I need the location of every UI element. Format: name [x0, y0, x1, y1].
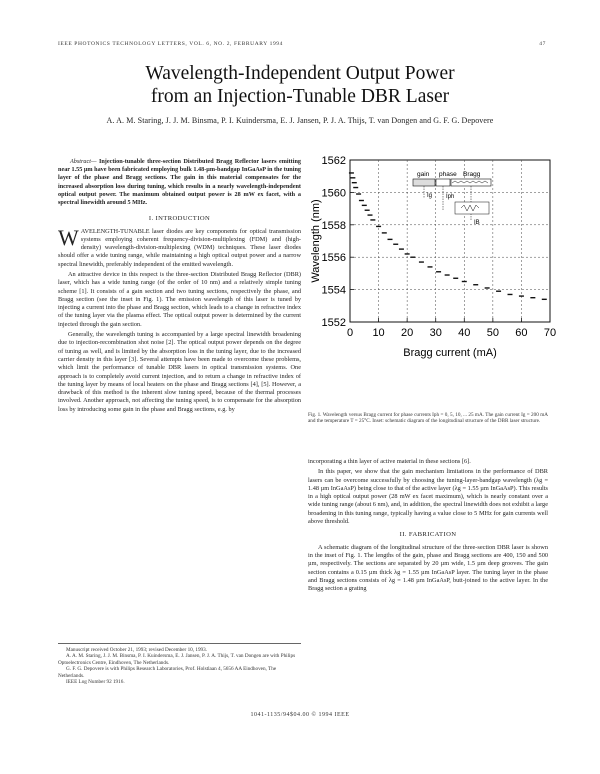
- section-heading-fabrication: II. FABRICATION: [399, 531, 457, 539]
- inset-label-phase: phase: [439, 171, 457, 178]
- footnote-affiliation-2: G. F. G. Depovere is with Philips Research Laboratories, Prof. Holstlaan 4, 5656 AA Eindhoven, The Netherlands.: [58, 666, 277, 679]
- x-tick-label: 50: [486, 327, 499, 339]
- author-list: A. A. M. Staring, J. J. M. Binsma, P. I. Kuindersma, E. J. Jansen, P. J. A. Thijs, T. van Dongen and G. F. G. Depovere: [106, 116, 494, 125]
- title-line-2: from an Injection-Tunable DBR Laser: [150, 86, 450, 107]
- x-tick-label: 40: [458, 327, 471, 339]
- inset-label-bragg: Bragg: [463, 171, 481, 178]
- y-tick-label: 1552: [321, 317, 346, 329]
- left-column: [58, 158, 301, 416]
- y-tick-label: 1556: [321, 252, 346, 265]
- y-axis-label: Wavelength (nm): [310, 199, 322, 283]
- journal-name: IEEE PHOTONICS TECHNOLOGY LETTERS, VOL. 6, NO. 2, FEBRUARY 1994: [58, 41, 284, 47]
- abstract-text: Injection-tunable three-section Distributed Bragg Reflector lasers emitting near 1.55 µm have been fabricated employing bulk 1.48-µm-bandgap InGaAsP in the tuning layer of the phase and Bragg sections. The gain in this material compensates for the increased absorption loss during tuning, which results in a nearly wavelength-independent optical output power. The maximum obtained output power is 28 mW ex facet, with a spectral linewidth around 5 MHz.: [58, 158, 301, 207]
- right-paragraph-3: A schematic diagram of the longitudinal structure of the three-section DBR laser is shown in the inset of Fig. 1. The lengths of the gain, phase and Bragg sections are 400, 150 and 500 µm, respectively. The sections are separated by 20 µm wide, 1.5 µm deep grooves. The gain section contains a 0.15 µm thick λg = 1.55 µm InGaAsP layer. The tuning layer in the phase and Bragg sections consists of λg = 1.48 µm InGaAsP, butt-joined to the active layer. In the Bragg section a grating: [308, 543, 548, 593]
- right-column: [308, 458, 548, 595]
- section-heading-introduction: I. INTRODUCTION: [148, 215, 211, 223]
- x-axis-label: Bragg current (mA): [403, 347, 497, 359]
- wavelength-chart: [305, 150, 557, 410]
- inset-diagram: [413, 171, 491, 226]
- title-line-1: Wavelength-Independent Output Power: [145, 63, 455, 84]
- footnotes: [58, 643, 301, 685]
- inset-label-iph: Iph: [446, 194, 455, 200]
- y-tick-label: 1554: [321, 284, 346, 297]
- x-tick-label: 60: [515, 327, 528, 339]
- figure-caption: Fig. 1. Wavelength versus Bragg current for phase currents Iph = 0, 5, 10, ... 25 mA. The gain current Ig = 200 mA and the temperature T = 25°C. Inset: schematic diagram of the longitudinal structure of the DBR laser structure.: [308, 412, 548, 425]
- footnote-log-number: IEEE Log Number 92 1916.: [66, 679, 125, 686]
- x-axis-ticks: [347, 318, 556, 339]
- x-tick-label: 0: [346, 327, 354, 339]
- inset-label-ib: IB: [474, 220, 480, 226]
- figure-1: [305, 150, 557, 410]
- x-tick-label: 10: [372, 327, 385, 339]
- footnote-received: Manuscript received October 21, 1993; revised December 10, 1993.: [66, 647, 208, 653]
- y-tick-label: 1562: [321, 155, 346, 167]
- y-tick-label: 1558: [321, 219, 346, 232]
- inset-gain-section: [413, 179, 435, 186]
- intro-paragraph-1: [58, 224, 301, 269]
- inset-phase-section: [436, 179, 450, 186]
- drop-cap: W: [58, 224, 79, 250]
- copyright-footer: 1041-1135/94$04.00 © 1994 IEEE: [250, 712, 350, 718]
- intro-paragraph-1-text: AVELENGTH-TUNABLE laser diodes are key components for optical transmission systems employing coherent frequency-division-multiplexing (FDM) and (high-density) wavelength-division-multiplexing (WDM) techniques. These laser diodes should offer a wide tuning range, while maintaining a high optical output power and a narrow spectral linewidth, preferably independent of the emitted wavelength.: [58, 227, 301, 268]
- inset-source-box: [455, 202, 489, 214]
- footnote-affiliation-1: A. A. M. Staring, J. J. M. Binsma, P. I. Kuindersma, E. J. Jansen, P. J. A. Thijs, T. van Dongen are with Philips Optoelectronics Centre, Eindhoven, The Netherlands.: [58, 653, 296, 666]
- y-tick-label: 1560: [321, 187, 346, 200]
- y-axis-ticks: [322, 155, 354, 329]
- x-tick-label: 30: [429, 327, 442, 339]
- paper-title: [0, 62, 600, 108]
- abstract-lead: Abstract—: [70, 158, 97, 165]
- abstract: [58, 158, 301, 207]
- right-paragraph-1: incorporating a thin layer of active material in these sections [6].: [308, 458, 471, 465]
- intro-paragraph-3: Generally, the wavelength tuning is accompanied by a large spectral linewidth broadening due to injection-recombination shot noise [2]. The optical output power depends on the degree of tuning as well, and is limited by the absorption loss in the tuning layer, due to the increased carrier density in this layer [3]. Several attempts have been made to overcome these problems, which limit the performance of tunable DBR lasers in optical transmission systems. One approach is to completely avoid current injection, and to return a change in refractive index of the tuning layer by means of local heaters on the phase and Bragg sections [4], [5]. However, a drawback of this method is the inherent slow tuning speed, because of the thermal processes involved. Another approach, not affecting the tuning speed, is to compensate for the absorption loss by introducing some gain in the phase and Bragg sections, e.g. by: [58, 331, 301, 413]
- right-paragraph-2: In this paper, we show that the gain mechanism limitations in the performance of DBR lasers can be overcome successfully by choosing the tuning-layer-bandgap wavelength (λg = 1.48 µm InGaAsP) being close to that of the active layer (λg = 1.55 µm InGaAsP). This results in a high optical output power (28 mW ex facet maximum), which is nearly constant over a wide tuning range (about 6 nm), and, in addition, the spectral linewidth does not exhibit a large broadening in this tuning range, typically having a value close to 5 MHz for gain currents well above threshold.: [308, 468, 548, 526]
- x-tick-label: 70: [543, 327, 557, 339]
- x-tick-label: 20: [401, 327, 414, 339]
- page-number: 47: [539, 41, 546, 47]
- running-header: [58, 41, 546, 51]
- inset-label-gain: gain: [417, 171, 430, 178]
- inset-label-ig: Ig: [427, 193, 433, 199]
- intro-paragraph-2: An attractive device in this respect is the three-section Distributed Bragg Reflector (DBR) laser, which has a wide tuning range (of the order of 10 nm) and a relatively simple tuning scheme [1]. It consists of a gain section and two tuning sections, respectively the phase, and Bragg section (see the inset in Fig. 1). The emission wavelength of this laser is tuned by injecting a current into the phase and Bragg section, which leads to a change in refractive index of the tuning layer via the plasma effect. The optical output power is determined by the current injected through the gain section.: [58, 271, 301, 328]
